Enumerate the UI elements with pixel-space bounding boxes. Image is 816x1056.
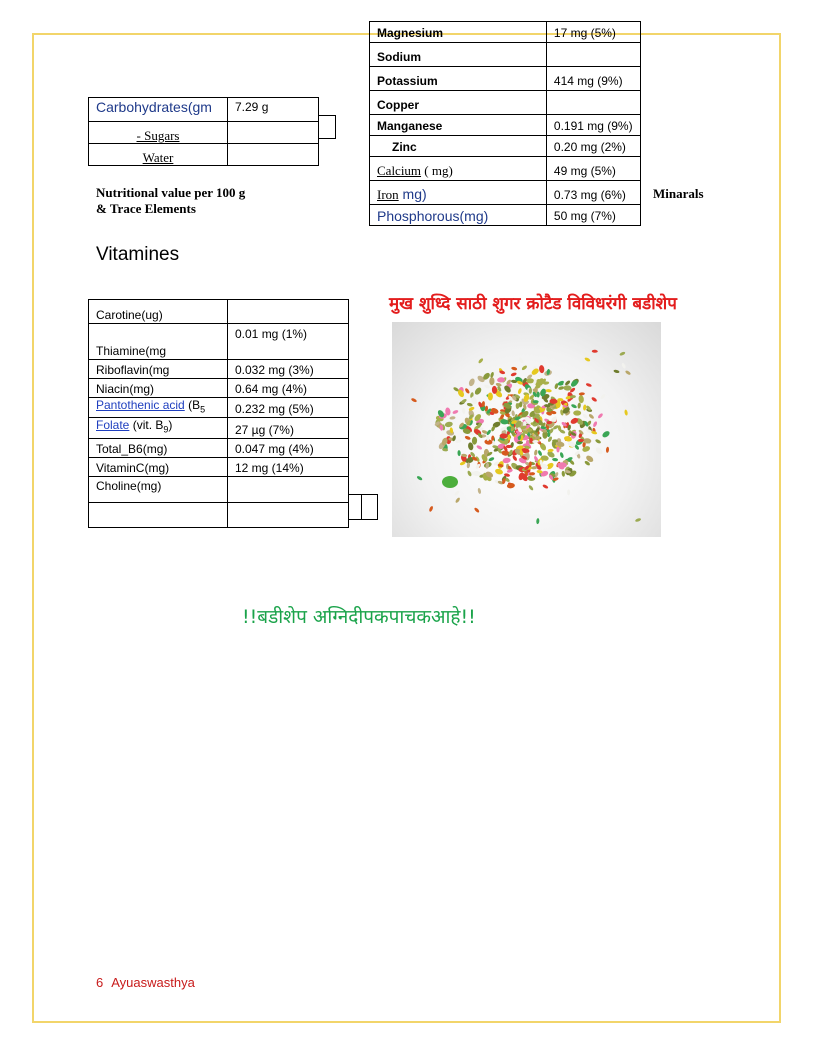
vitamines-heading: Vitamines — [96, 244, 180, 265]
table-row — [370, 43, 641, 67]
seed — [486, 435, 489, 441]
seed — [552, 458, 558, 462]
seed — [573, 410, 581, 415]
seed — [624, 409, 628, 415]
seed — [600, 393, 606, 399]
vitamin-label: Total_B6(mg) — [89, 438, 228, 457]
seed — [592, 421, 598, 428]
folate-unit: (vit. B — [129, 418, 164, 433]
seed — [592, 350, 598, 353]
seed — [429, 506, 434, 513]
minerals-table — [369, 21, 641, 226]
mineral-label: Magnesium — [370, 22, 547, 43]
folate-close: ) — [168, 418, 173, 433]
vitamin-label: Thiamine(mg — [89, 324, 228, 360]
seed — [579, 392, 585, 396]
seed — [462, 408, 466, 414]
table-row — [89, 144, 319, 166]
seed — [511, 366, 518, 371]
vitamin-value: 12 mg (14%) — [228, 457, 349, 476]
mineral-value: 49 mg (5%) — [546, 157, 640, 181]
table-row — [89, 476, 349, 502]
table-row — [370, 115, 641, 136]
table-row — [89, 457, 349, 476]
seed — [635, 517, 642, 522]
table-row — [89, 98, 319, 122]
mineral-label: Manganese — [370, 115, 547, 136]
seed — [567, 489, 570, 495]
vitamin-label — [89, 418, 228, 438]
vitamin-value: 0.047 mg (4%) — [228, 438, 349, 457]
calcium-unit: ( mg) — [421, 163, 453, 178]
seed — [613, 369, 620, 373]
seed — [542, 484, 549, 489]
table-row — [370, 205, 641, 226]
table-cell-fragment — [319, 115, 336, 139]
seed — [595, 439, 602, 445]
mineral-label: Phosphorous(mg) — [370, 205, 547, 226]
table-row — [370, 136, 641, 157]
mineral-value: 0.191 mg (9%) — [546, 115, 640, 136]
table-row — [89, 324, 349, 360]
table-row — [89, 418, 349, 438]
seed — [507, 483, 516, 489]
seed — [474, 507, 480, 513]
table-cell-fragment — [348, 494, 378, 520]
carbohydrates-label: Carbohydrates(gm — [89, 98, 228, 122]
page-footer — [96, 975, 195, 990]
seed — [591, 396, 598, 402]
vitamin-label: Niacin(mg) — [89, 379, 228, 398]
seed — [478, 358, 484, 364]
table-row — [89, 438, 349, 457]
sugars-label: - Sugars — [89, 122, 228, 144]
seed — [476, 444, 483, 450]
mineral-value: 0.20 mg (2%) — [546, 136, 640, 157]
pantothenic-unit: (B — [184, 398, 201, 412]
water-value — [228, 144, 319, 166]
seed — [452, 409, 459, 414]
mineral-label — [370, 157, 547, 181]
vitamin-label: Riboflavin(mg — [89, 360, 228, 379]
vitamin-value: 0.01 mg (1%) — [228, 324, 349, 360]
table-row — [89, 300, 349, 324]
vitamin-label — [89, 398, 228, 418]
seed — [484, 384, 491, 389]
seed — [444, 421, 453, 428]
vitamin-label: Carotine(ug) — [89, 300, 228, 324]
mineral-label: Potassium — [370, 67, 547, 91]
vitamin-value: 0.232 mg (5%) — [228, 398, 349, 418]
nutrition-heading-line2: & Trace Elements — [96, 201, 196, 216]
seed — [490, 372, 495, 379]
folate-sub: 9 — [163, 424, 169, 435]
vitamins-table — [88, 299, 349, 528]
candied-fennel-seeds-image — [392, 322, 661, 537]
seed — [468, 378, 476, 387]
table-row — [370, 67, 641, 91]
pantothenic-sub: 5 — [200, 404, 206, 415]
seed — [594, 446, 603, 455]
seed — [488, 393, 493, 401]
seed — [577, 402, 581, 408]
carbohydrates-value: 7.29 g — [228, 98, 319, 122]
seed — [526, 378, 534, 383]
seed — [563, 385, 571, 391]
vitamin-value: 0.64 mg (4%) — [228, 379, 349, 398]
carbohydrates-table — [88, 97, 319, 166]
seed — [556, 447, 559, 453]
nutrition-heading-line1: Nutritional value per 100 g — [96, 185, 246, 200]
seed — [488, 456, 495, 461]
vitamin-value — [228, 502, 349, 527]
mineral-value — [546, 43, 640, 67]
seed — [457, 450, 461, 456]
minerals-side-label: Minarals — [653, 186, 704, 201]
seed — [597, 413, 603, 420]
table-row — [370, 181, 641, 205]
seed — [625, 370, 632, 376]
seed — [537, 450, 543, 457]
vitamin-value: 0.032 mg (3%) — [228, 360, 349, 379]
seed — [477, 488, 481, 495]
mineral-label: Sodium — [370, 43, 547, 67]
vitamin-label — [89, 502, 228, 527]
table-row — [370, 91, 641, 115]
seed — [518, 357, 524, 364]
seed — [521, 365, 528, 371]
seed — [449, 416, 455, 420]
green-seed — [442, 476, 458, 488]
table-row — [89, 398, 349, 418]
mineral-value: 50 mg (7%) — [546, 205, 640, 226]
mineral-value: 414 mg (9%) — [546, 67, 640, 91]
seed — [561, 471, 565, 477]
seed — [571, 403, 578, 409]
nutrition-heading — [96, 185, 245, 217]
iron-label: Iron — [377, 187, 399, 202]
fennel-seeds-photo — [392, 322, 661, 537]
mineral-value — [546, 91, 640, 115]
seed — [621, 362, 626, 369]
calcium-label: Calcium — [377, 163, 422, 178]
seed — [511, 410, 515, 416]
green-caption: !!बडीशेप अग्निदीपकपाचकआहे!! — [242, 606, 476, 628]
mineral-label: Copper — [370, 91, 547, 115]
seed — [474, 386, 483, 396]
table-row — [370, 22, 641, 43]
mineral-label: Zinc — [370, 136, 547, 157]
iron-unit: mg) — [398, 186, 427, 202]
seed — [570, 417, 580, 425]
seed — [512, 455, 518, 462]
seed — [584, 357, 591, 362]
vitamin-value — [228, 300, 349, 324]
seed — [416, 475, 423, 481]
vitamin-value: 27 µg (7%) — [228, 418, 349, 438]
vitamin-label: Choline(mg) — [89, 476, 228, 502]
water-label: Water — [89, 144, 228, 166]
table-row — [370, 157, 641, 181]
table-row — [89, 502, 349, 527]
vitamin-value — [228, 476, 349, 502]
seed — [582, 413, 588, 420]
marathi-title: मुख शुध्दि साठी शुगर क्रोटैड विविधरंगी बडीशेप — [389, 294, 677, 314]
seed — [411, 398, 418, 403]
seed — [494, 468, 503, 475]
mineral-value: 17 mg (5%) — [546, 22, 640, 43]
seed — [559, 452, 564, 459]
seed — [464, 388, 470, 395]
page-number: 6 — [96, 975, 104, 990]
seed — [601, 430, 611, 439]
table-row — [89, 122, 319, 144]
sugars-value — [228, 122, 319, 144]
mineral-label — [370, 181, 547, 205]
seed — [466, 402, 473, 407]
seed — [528, 485, 534, 492]
seed — [619, 351, 626, 356]
seed — [517, 388, 522, 395]
seed — [455, 439, 462, 443]
seed — [489, 377, 494, 385]
seed — [536, 518, 540, 524]
seed — [464, 435, 471, 440]
table-row — [89, 379, 349, 398]
footer-title: Ayuaswasthya — [111, 975, 195, 990]
vitamin-label: VitaminC(mg) — [89, 457, 228, 476]
seed — [454, 490, 460, 496]
folate-link[interactable]: Folate — [96, 418, 130, 433]
seed — [539, 365, 545, 373]
seed — [588, 413, 595, 419]
seed — [534, 449, 538, 456]
seed — [455, 497, 461, 504]
seed — [564, 380, 571, 386]
seed — [585, 383, 592, 388]
seed — [517, 441, 523, 444]
seed — [472, 437, 478, 445]
seed — [606, 447, 610, 453]
seed — [583, 404, 587, 410]
pantothenic-acid-link[interactable]: Pantothenic acid — [96, 398, 185, 412]
seed — [510, 372, 517, 377]
mineral-value: 0.73 mg (6%) — [546, 181, 640, 205]
seed — [578, 395, 584, 404]
table-row — [89, 360, 349, 379]
